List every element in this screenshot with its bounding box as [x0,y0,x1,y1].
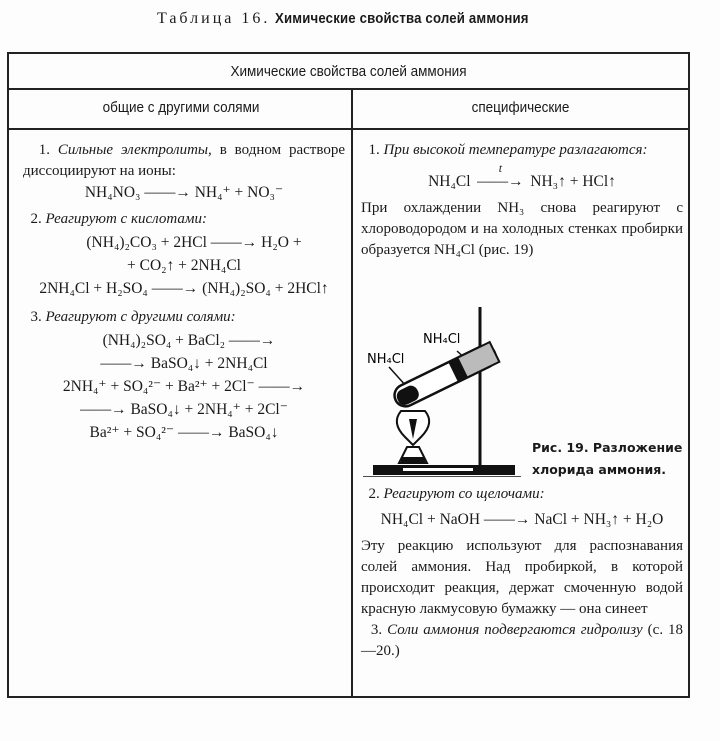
test-tube [391,342,500,410]
table-number: Таблица 16. [156,10,271,27]
emphasis: При высокой температуре разлагаются: [383,142,648,158]
specific-item-2: 2. Реагируют со щелочами: [368,486,545,502]
specific-properties-continued [361,484,683,662]
reaction-arrow: t ——→ [474,171,526,192]
equation: 2NH₄⁺ + SO₄²⁻ + Ba²⁺ + 2Cl⁻ ——→ [62,378,306,395]
emphasis: Реагируют с кислотами: [45,211,207,227]
column-divider [351,90,353,696]
column-header-specific: специфические [471,99,570,116]
equation: NH₄Cl + NaOH ——→ NaCl + NH₃↑ + H₂O [380,511,664,528]
equation: NH₄NO₃ ——→ NH₄⁺ + NO₃⁻ [84,184,284,201]
emphasis: Соли аммония подвергаются гидролизу [387,622,643,638]
emphasis: Реагируют со щелочами: [383,486,545,502]
properties-table [7,52,690,698]
figure-ammonium-chloride-decomposition [361,307,531,477]
equation: + CO₂↑ + 2NH₄Cl [127,257,241,274]
table-caption [0,10,720,28]
column-header-general: общие с другими солями [102,99,260,116]
equation-decomposition: NH₄Cl t ——→ NH₃↑ + HCl↑ [361,171,683,192]
table-title: Химические свойства солей аммония [274,10,529,27]
equation: (NH₄)₂CO₃ + 2HCl ——→ H₂O + [86,234,302,251]
equation: ——→ BaSO₄↓ + 2NH₄⁺ + 2Cl⁻ [80,401,288,418]
figure-label-left: NH₄Cl [367,352,405,367]
specific-item-2-text: Эту реакцию используют для распознавания солей аммония. Над пробиркой, в которой происходит реакция, держат смоченную водой красную лакмусовую бумажку — она синеет [361,538,683,617]
specific-item-1: 1. При высокой температуре разлагаются: [368,142,648,158]
emphasis: Сильные электролиты, [57,142,212,158]
condition-label: t [498,161,503,175]
general-properties [23,140,345,445]
equation: ——→ BaSO₄↓ + 2NH₄Cl [100,355,268,372]
equation: (NH₄)₂SO₄ + BaCl₂ ——→ [102,332,276,349]
figure-caption: Рис. 19. Разложение хлорида аммония. [532,440,683,477]
equation: Ba²⁺ + SO₄²⁻ ——→ BaSO₄↓ [89,424,279,441]
specific-item-1-text: При охлаждении NH₃ снова реагируют с хлороводородом и на холодных стенках пробирки образуется NH₄Cl (рис. 19) [361,200,683,258]
general-item-1: 1. Сильные электролиты, в водном растворе диссоциируют на ионы: [23,142,345,179]
equation: 2NH₄Cl + H₂SO₄ ——→ (NH₄)₂SO₄ + 2HCl↑ [39,280,329,297]
specific-properties [361,140,683,261]
specific-item-3: 3. Соли аммония подвергаются гидролизу (с. 18—20.) [361,622,684,659]
row-divider [9,128,688,130]
figure-label-top: NH₄Cl [423,332,461,347]
row-divider [9,88,688,90]
general-item-3: 3. Реагируют с другими солями: [30,309,236,325]
general-item-2: 2. Реагируют с кислотами: [30,211,207,227]
table-header: Химические свойства солей аммония [230,63,467,80]
emphasis: Реагируют с другими солями: [45,309,236,325]
